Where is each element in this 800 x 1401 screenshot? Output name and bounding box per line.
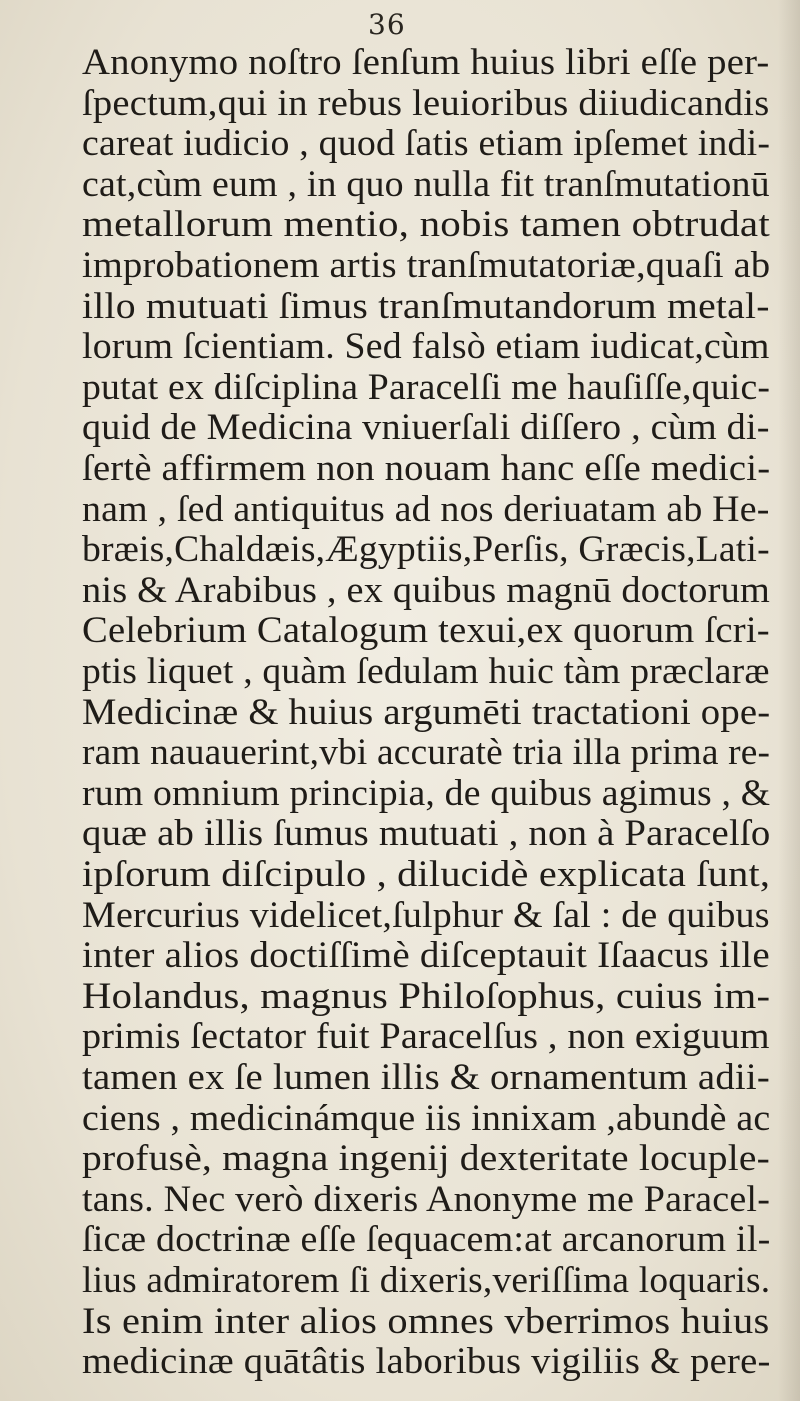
text-line: metallorum mentio, nobis tamen obtrudat <box>82 203 770 245</box>
page-number: 36 <box>368 8 406 41</box>
text-line: lius admiratorem ſi dixeris,veriſſima loquaris. <box>82 1259 771 1300</box>
text-line: inter alios doctiſſimè diſceptauit Iſaacus ille <box>82 934 770 976</box>
text-line: ſertè affirmem non nouam hanc eſſe medici- <box>82 447 771 488</box>
text-line: cat,cùm eum , in quo nulla fit tranſmutationū <box>82 162 770 204</box>
text-line: ptis liquet , quàm ſedulam huic tàm præclaræ <box>82 650 770 691</box>
text-line: Anonymo noſtro ſenſum huius libri eſſe per- <box>82 41 770 82</box>
text-line: primis ſectator fuit Paracelſus , non exiguum <box>82 1015 770 1057</box>
text-line: illo mutuati ſimus tranſmutandorum metal- <box>82 284 770 326</box>
text-line: quæ ab illis ſumus mutuati , non à Paracelſo <box>82 812 771 854</box>
text-line: ſicæ doctrinæ eſſe ſequacem:at arcanorum il- <box>82 1218 771 1260</box>
text-line: ſpectum,qui in rebus leuioribus diiudicandis <box>82 81 770 123</box>
text-line: improbationem artis tranſmutatoriæ,quaſi ab <box>82 244 771 285</box>
text-line: Medicinæ & huius argumēti tractationi ope- <box>82 690 771 732</box>
text-line: medicinæ quātâtis laboribus vigiliis & pere- <box>82 1340 771 1382</box>
text-line: Holandus, magnus Philoſophus, cuius im- <box>82 974 771 1016</box>
text-line: ciens , medicinámque iis innixam ,abundè ac <box>82 1096 771 1138</box>
text-line: careat iudicio , quod ſatis etiam ipſemet indi- <box>82 122 771 164</box>
text-line: tans. Nec verò dixeris Anonyme me Paracel- <box>82 1177 771 1219</box>
page-edge-shadow <box>778 0 800 1401</box>
text-line: bræis,Chaldæis,Ægyptiis,Perſis, Græcis,Lati- <box>82 528 770 570</box>
text-line: nam , ſed antiquitus ad nos deriuatam ab He- <box>82 487 770 529</box>
text-line: quid de Medicina vniuerſali diſſero , cùm di- <box>82 406 770 448</box>
text-line: ipſorum diſcipulo , dilucidè explicata ſunt, <box>82 853 771 894</box>
text-line: nis & Arabibus , ex quibus magnū doctorum <box>82 568 771 610</box>
text-line: profusè, magna ingenij dexteritate locuple- <box>82 1137 770 1179</box>
text-line: putat ex diſciplina Paracelſi me hauſiſſe,quic- <box>82 365 771 407</box>
text-line: Celebrium Catalogum texui,ex quorum ſcri- <box>82 609 770 651</box>
text-line: ram nauauerint,vbi accuratè tria illa prima re- <box>82 731 771 773</box>
text-line: rum omnium principia, de quibus agimus , & <box>82 771 771 813</box>
body-text <box>0 42 800 1392</box>
text-line: lorum ſcientiam. Sed falsò etiam iudicat,cùm <box>82 325 770 367</box>
text-line: Mercurius videlicet,ſulphur & ſal : de quibus <box>82 893 770 935</box>
text-line: tamen ex ſe lumen illis & ornamentum adii- <box>82 1056 770 1097</box>
text-line: Is enim inter alios omnes vberrimos huius <box>82 1299 770 1341</box>
